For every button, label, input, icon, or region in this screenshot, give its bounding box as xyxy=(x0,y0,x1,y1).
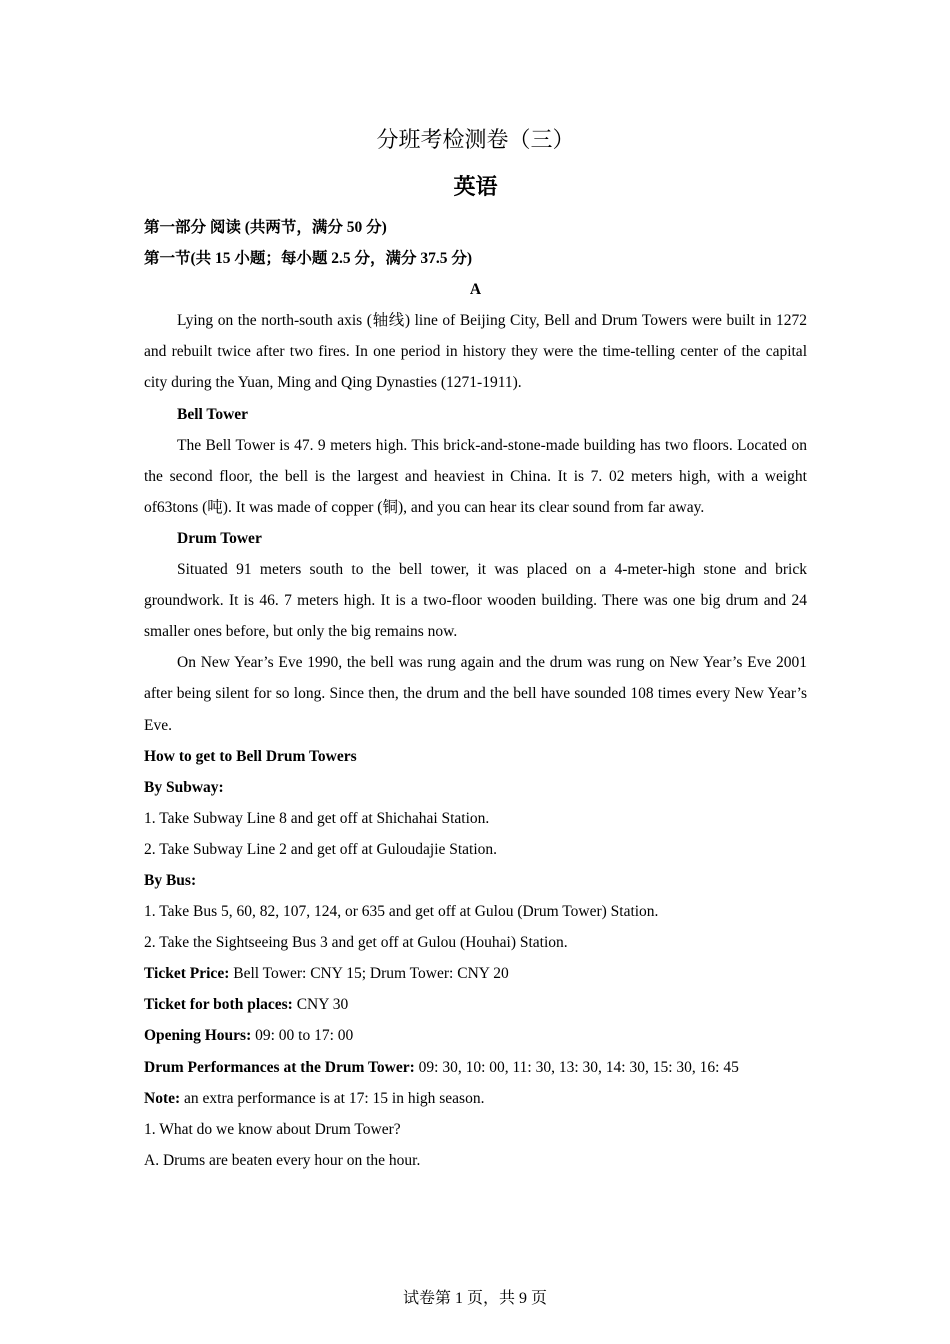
bus-label: By Bus: xyxy=(144,871,197,889)
note xyxy=(144,1083,807,1114)
bus-route-2: 2. Take the Sightseeing Bus 3 and get off at Gulou (Houhai) Station. xyxy=(144,934,568,952)
ticket-both xyxy=(144,989,807,1020)
opening-hours xyxy=(144,1020,807,1051)
bus-route-1: 1. Take Bus 5, 60, 82, 107, 124, or 635 and get off at Gulou (Drum Tower) Station. xyxy=(144,903,659,921)
subway-route-2: 2. Take Subway Line 2 and get off at Guloudajie Station. xyxy=(144,840,498,858)
drum-performances-label: Drum Performances at the Drum Tower: xyxy=(144,1058,415,1076)
page-footer: 试卷第 1 页，共 9 页 xyxy=(402,1290,547,1307)
passage-intro: Lying on the north-south axis (轴线) line of Beijing City, Bell and Drum Towers were built in 1272 and rebuilt twice after two fires. In one period in history they were the time-telling center of the capital city during the Yuan, Ming and Qing Dynasties (1271-1911). xyxy=(144,312,807,392)
drum-performances xyxy=(144,1052,807,1083)
question-1-option-a: A. Drums are beaten every hour on the hour. xyxy=(144,1151,421,1169)
new-year-text: On New Year’s Eve 1990, the bell was rung again and the drum was rung on New Year’s Eve 2001 after being silent for so long. Since then, the drum and the bell have sounded 108 times every New Year’s Eve. xyxy=(144,654,807,734)
bell-tower-text: The Bell Tower is 47. 9 meters high. This brick-and-stone-made building has two floors. Located on the second floor, the bell is the largest and heaviest in China. It is 7. 02 meters high, with a weight of63tons (吨). It was made of copper (铜), and you can hear its clear sound from far away. xyxy=(144,436,807,516)
ticket-both-value: CNY 30 xyxy=(292,996,349,1014)
ticket-both-label: Ticket for both places: xyxy=(144,996,293,1014)
ticket-price-label: Ticket Price: xyxy=(144,965,230,983)
subway-label: By Subway: xyxy=(144,778,224,796)
subway-route-1: 1. Take Subway Line 8 and get off at Shichahai Station. xyxy=(144,809,490,827)
part-heading: 第一部分 阅读 (共两节，满分 50 分) xyxy=(144,219,387,236)
opening-hours-value: 09: 00 to 17: 00 xyxy=(251,1027,354,1045)
bell-tower-heading: Bell Tower xyxy=(177,405,249,423)
travel-heading: How to get to Bell Drum Towers xyxy=(144,747,357,765)
question-1: 1. What do we know about Drum Tower? xyxy=(144,1120,401,1138)
exam-title: 分班考检测卷（三） xyxy=(376,127,575,152)
exam-subject: 英语 xyxy=(453,174,498,199)
opening-hours-label: Opening Hours: xyxy=(144,1027,252,1045)
drum-tower-text: Situated 91 meters south to the bell tower, it was placed on a 4-meter-high stone and brick groundwork. It is 46. 7 meters high. It is a two-floor wooden building. There was one big drum and 24 smaller ones before, but only the big remains now. xyxy=(144,561,807,641)
ticket-price xyxy=(144,958,807,989)
note-label: Note: xyxy=(144,1089,181,1107)
exam-page xyxy=(144,118,807,1176)
ticket-price-value: Bell Tower: CNY 15; Drum Tower: CNY 20 xyxy=(229,965,509,983)
drum-performances-value: 09: 30, 10: 00, 11: 30, 13: 30, 14: 30, 15: 30, 16: 45 xyxy=(414,1058,739,1076)
note-value: an extra performance is at 17: 15 in high season. xyxy=(180,1089,485,1107)
subsection-heading: 第一节(共 15 小题；每小题 2.5 分，满分 37.5 分) xyxy=(144,250,473,268)
drum-tower-heading: Drum Tower xyxy=(177,529,262,547)
passage-label: A xyxy=(469,281,482,299)
